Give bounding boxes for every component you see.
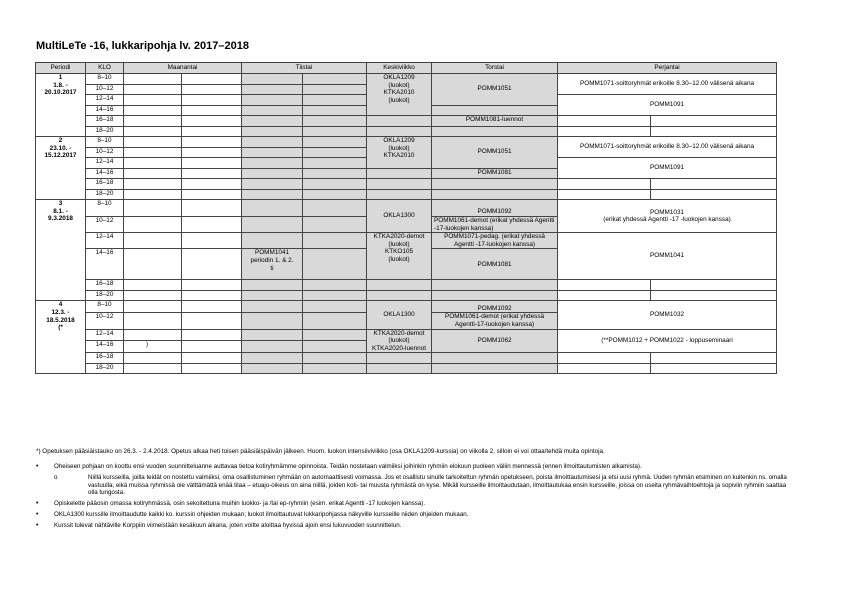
time-slot: 18–20 — [86, 290, 124, 301]
period-1-cell: 1 1.8. - 20.10.2017 — [36, 74, 86, 137]
time-slot: 18–20 — [86, 189, 124, 200]
p4-thursday-c: POMM1062 — [432, 329, 558, 353]
p2-thursday-course: POMM1051 — [432, 137, 558, 169]
p3-friday-top: POMM1031 (erikat yhdessä Agentti -17 -luokojen kanssa) — [558, 200, 777, 233]
p4-monday-mark: ) — [124, 341, 182, 353]
p2-wednesday-courses: OKLA1209 (luokot) KTKA2010 — [367, 137, 432, 169]
list-item: • Opiskelette pääosin omassa kotiryhmässä, osin sekoitettuna muihin luokko- ja /tai ep-ryhmiin (esim. erikat Agentti -17 luokojen kanssa). — [36, 500, 796, 508]
p1-friday-mid: POMM1091 — [558, 95, 777, 116]
header-klo: KLO — [86, 63, 124, 74]
p3-thursday-d: POMM1081 — [432, 249, 558, 280]
time-slot: 10–12 — [86, 217, 124, 233]
p3-thursday-a: POMM1092 — [432, 200, 558, 217]
notes-list — [36, 463, 796, 533]
list-item: • Oheiseen pohjaan on koottu ensi vuoden suunnitteluanne auttavaa tietoa kotiryhmämme opinnoista. Teidän nostetaan valmiiksi joihinkin ryhmiin elokuun puoleen väliin mennessä (ennen ilmoittautumisten alkamista). — [36, 463, 796, 471]
time-slot: 16–18 — [86, 179, 124, 190]
list-item: o Niillä kursseilla, joilla teidät on nostettu valmiiksi, oma osallistuminen ryhmään on automaattisesti voimassa. Jos et osallistu sinulle tarkoitettun ryhmän opetukseen, poista ilmoittautumisesi ja etsi uusi ryhmä. Uuden ryhmän etsiminen on kuitenkin ns. omalla vastuulla, eikä muissa ryhmissä ole välttämättä enää tilaa – etuajo-oikeus on aina niillä, joiden koti- tai muusta ryhmästä on kyse. Mikäli kursseille ilmoittaudutaan, ilmoittautukaa ensin kursseille, joissa on useita ryhmävaihtoehtoja ja sopiviin ryhmiin saattaa olla tungosta. — [36, 474, 796, 497]
p3-thursday-b: POMM1061-demot (erikat yhdessä Agentti -17-luokojen kanssa) — [432, 217, 558, 233]
time-slot: 18–20 — [86, 363, 124, 374]
time-slot: 8–10 — [86, 74, 124, 85]
header-periodi: Periodi — [36, 63, 86, 74]
footnote: *) Opetuksen pääsiäistauko on 26.3. - 2.4.2018. Opetus alkaa heti toisen pääsiäispäivän jälkeen. Huom. luokon intensiiviviikko (osa OKLA1209-kurssia) on viikolla 2, silloin ei voi ottaa/tehdä muita opintoja. — [36, 448, 605, 455]
p3-friday-mid: POMM1041 — [558, 233, 777, 280]
p2-friday-top: POMM1071-soittoryhmät erikoille 8.30–12.00 välisenä aikana — [558, 137, 777, 158]
p1-thursday-course: POMM1051 — [432, 74, 558, 106]
p1-wednesday-courses: OKLA1209 (luokot) KTKA2010 (luokot) — [367, 74, 432, 116]
page-title: MultiLeTe -16, lukkaripohja lv. 2017–2018 — [36, 40, 249, 52]
time-slot: 16–18 — [86, 280, 124, 291]
time-slot: 14–16 — [86, 341, 124, 353]
time-slot: 12–14 — [86, 158, 124, 169]
p4-thursday-b: POMM1061-demot (erikat yhdessä Agentti-17-luokojen kanssa) — [432, 313, 558, 329]
p3-tuesday-course: POMM1041 periodin 1. & 2. ti — [242, 249, 303, 280]
p4-friday-mid: (**POMM1012 + POMM1022 - loppuseminaari — [558, 329, 777, 353]
list-item: • Kurssit tulevat nähtäville Korppiin viimeistään kesäkuun aikana, joten voitte aloittaa hyvissä ajoin ensi lukuvuoden suunnittelun. — [36, 522, 796, 530]
time-slot: 8–10 — [86, 137, 124, 148]
p4-friday-top: POMM1032 — [558, 301, 777, 329]
header-tiistai: Tiistai — [242, 63, 367, 74]
header-keskiviikko: Keskiviikko — [367, 63, 432, 74]
period-3-cell: 3 8.1. - 9.3.2018 — [36, 200, 86, 301]
time-slot: 12–14 — [86, 95, 124, 106]
p4-wednesday-top: OKLA1300 — [367, 301, 432, 329]
time-slot: 8–10 — [86, 200, 124, 217]
time-slot: 8–10 — [86, 301, 124, 313]
time-slot: 10–12 — [86, 147, 124, 158]
p3-thursday-c: POMM1071-pedag. (erikat yhdessä Agentti -17-luokojen kanssa) — [432, 233, 558, 249]
time-slot: 10–12 — [86, 84, 124, 95]
time-slot: 14–16 — [86, 168, 124, 179]
time-slot: 14–16 — [86, 249, 124, 280]
period-4-cell: 4 12.3. - 18.5.2018 (* — [36, 301, 86, 374]
p4-thursday-a: POMM1092 — [432, 301, 558, 313]
period-2-cell: 2 23.10. - 15.12.2017 — [36, 137, 86, 200]
time-slot: 18–20 — [86, 126, 124, 137]
p1-friday-top: POMM1071-soittoryhmät erikoille 8.30–12.00 välisenä aikana — [558, 74, 777, 95]
header-torstai: Torstai — [432, 63, 558, 74]
time-slot: 12–14 — [86, 233, 124, 249]
p4-wednesday-bottom: KTKA2020-demot (luokot) KTKA2020-luennot — [367, 329, 432, 353]
p2-thursday-1416: POMM1081 — [432, 168, 558, 179]
header-row — [36, 63, 777, 74]
time-slot: 14–16 — [86, 105, 124, 116]
time-slot: 16–18 — [86, 353, 124, 364]
header-maanantai: Maanantai — [124, 63, 242, 74]
schedule-table — [35, 62, 777, 374]
time-slot: 16–18 — [86, 116, 124, 127]
p3-wednesday-top: OKLA1300 — [367, 200, 432, 233]
time-slot: 12–14 — [86, 329, 124, 341]
p3-wednesday-bottom: KTKA2020-demot (luokot) KTKO105 (luokot) — [367, 233, 432, 280]
time-slot: 10–12 — [86, 313, 124, 329]
header-perjantai: Perjantai — [558, 63, 777, 74]
p2-friday-mid: POMM1091 — [558, 158, 777, 179]
p1-thursday-evening: POMM1081-luennot — [432, 116, 558, 127]
list-item: • OKLA1300 kurssille ilmoittaudutte kaikki ko. kurssin ohjeiden mukaan; luokot ilmoittautuvat lukkaripohjassa näkyville kursseille niiden ohjeiden mukaan. — [36, 511, 796, 519]
